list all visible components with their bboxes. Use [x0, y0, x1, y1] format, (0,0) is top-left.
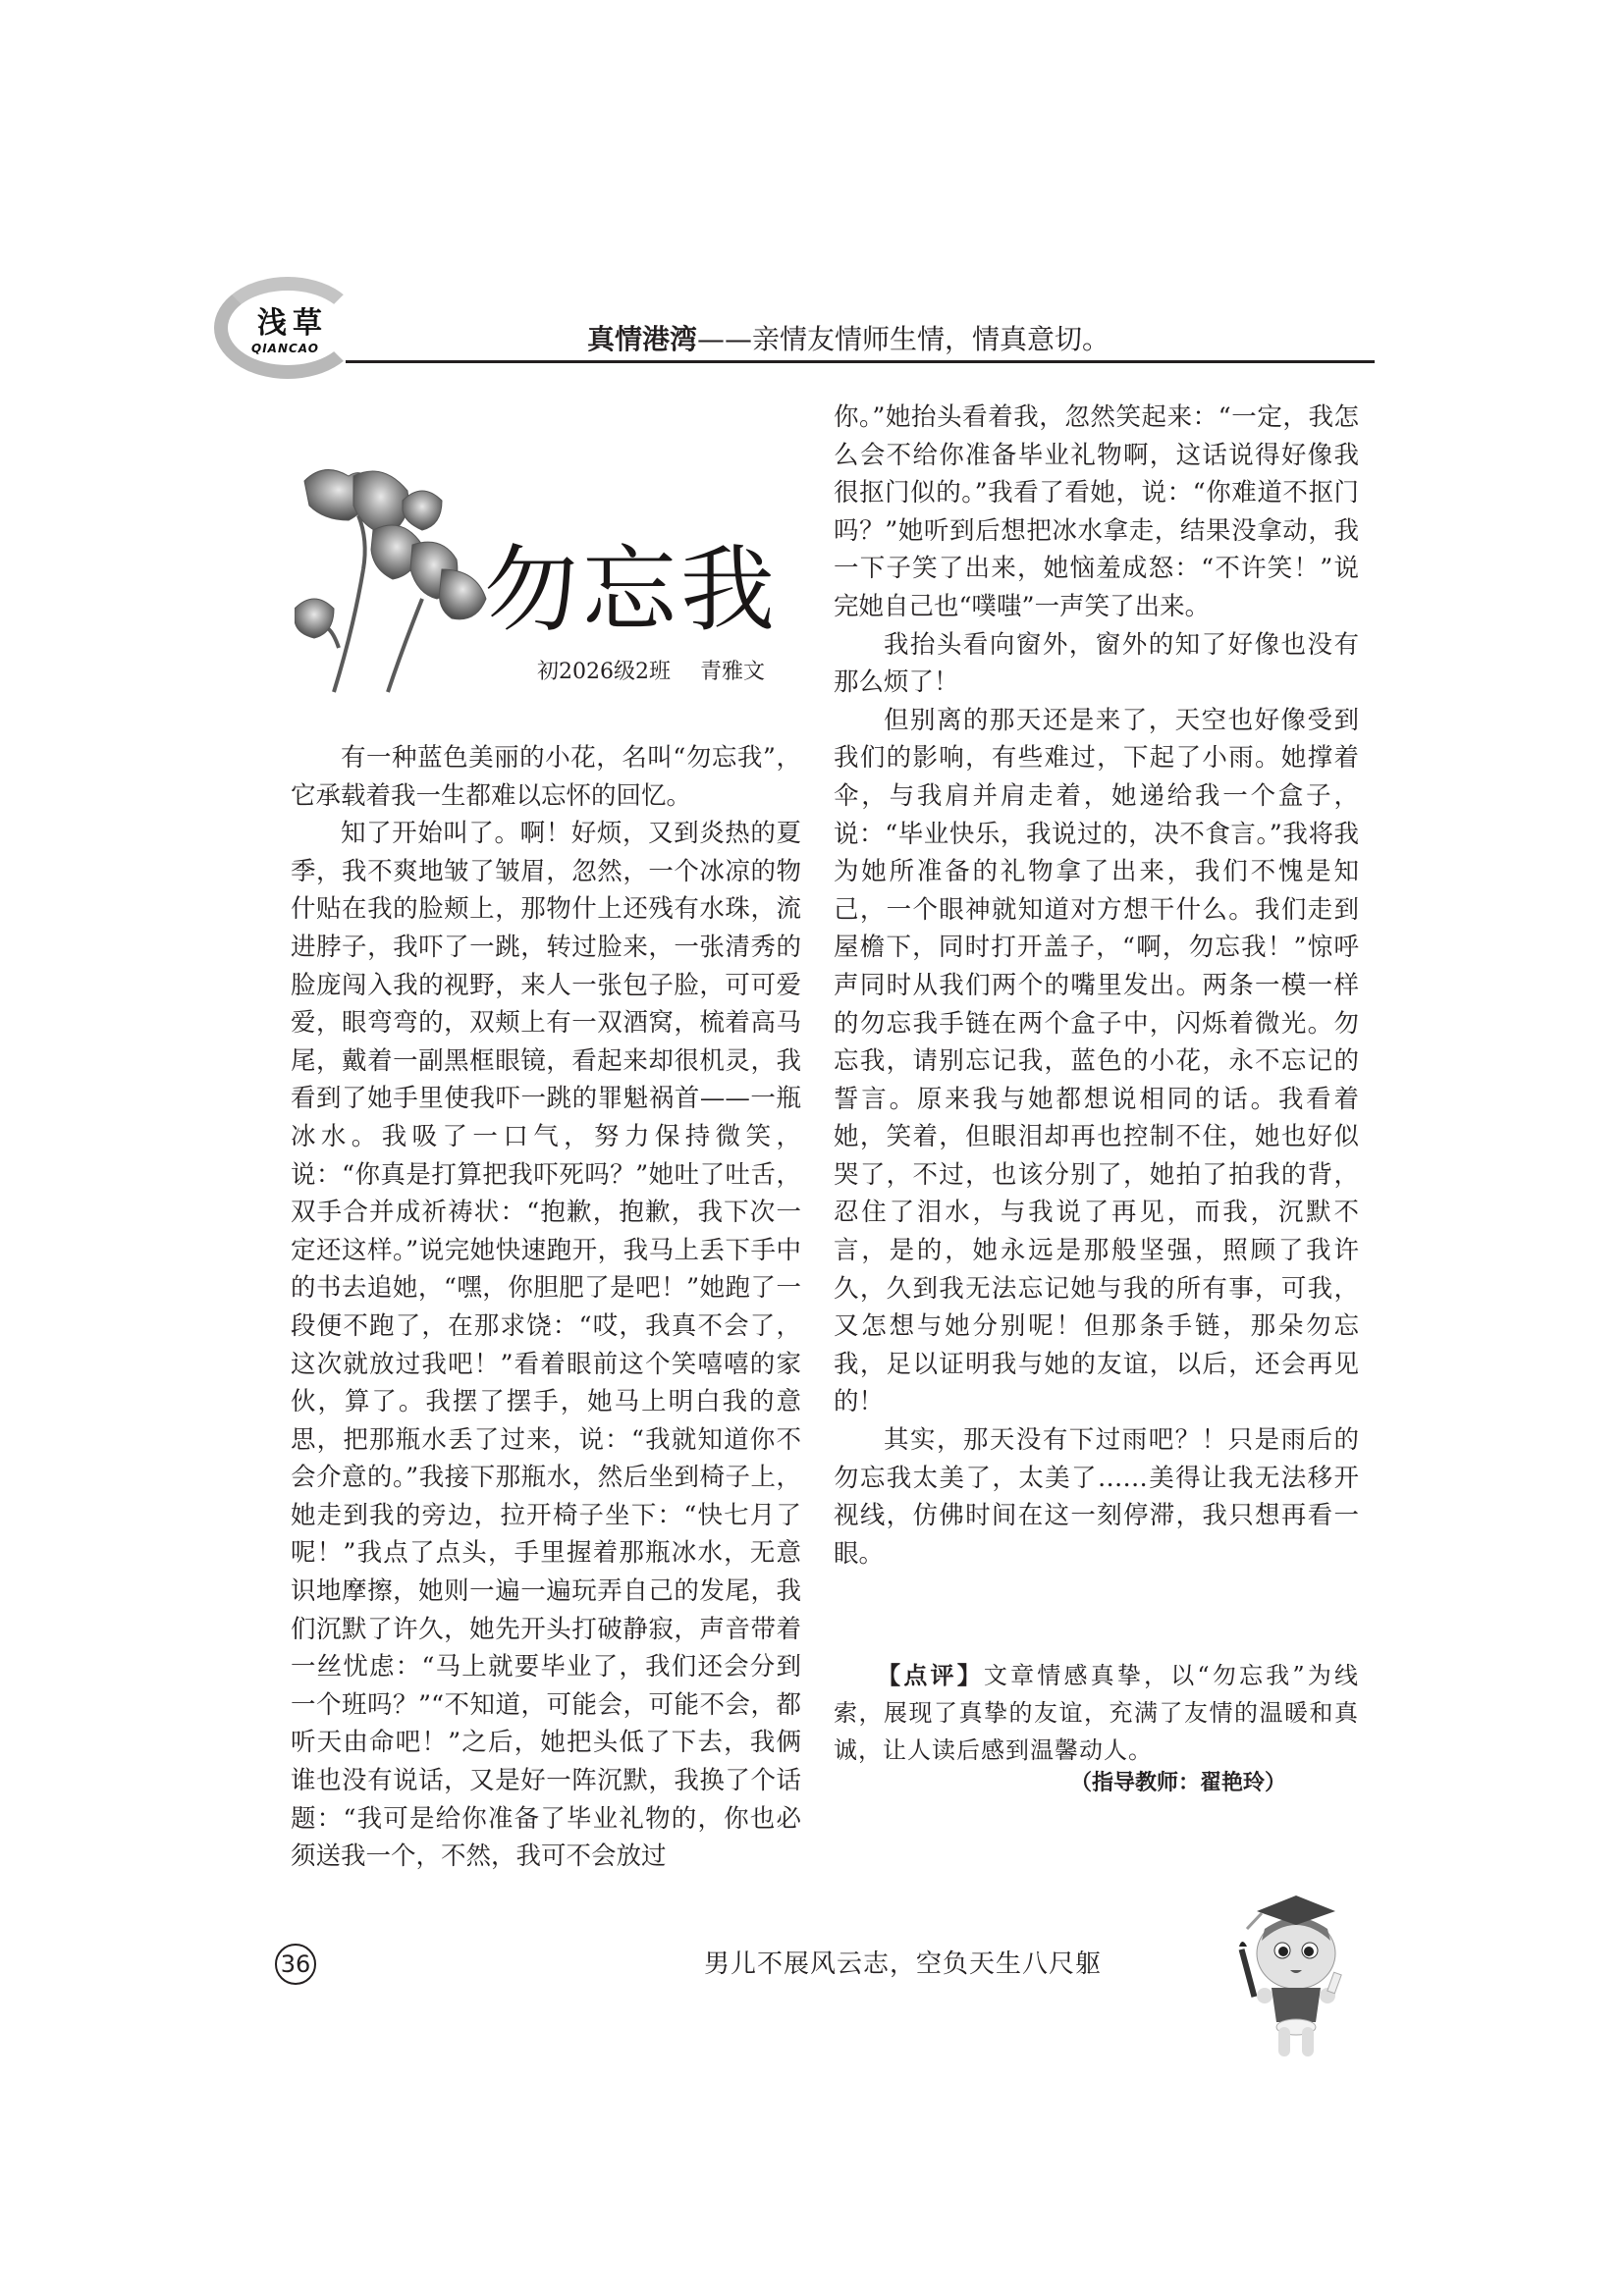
article-title: 勿忘我 [484, 535, 779, 645]
section-header [587, 318, 1110, 357]
graduate-mascot-illustration [1218, 1890, 1375, 2066]
byline [537, 655, 765, 685]
comment-text: 文章情感真挚，以“勿忘我”为线索，展现了真挚的友谊，充满了友情的温暖和真诚，让人读后感到温馨动人。 [834, 1662, 1360, 1764]
paragraph: 但别离的那天还是来了，天空也好像受到我们的影响，有些难过，下起了小雨。她撑着伞，与我肩并肩走着，她递给我一个盒子，说：“毕业快乐，我说过的，决不食言。”我将我为她所准备的礼物拿了出来，我们不愧是知己，一个眼神就知道对方想干什么。我们走到屋檐下，同时打开盖子，“啊，勿忘我！”惊呼声同时从我们两个的嘴里发出。两条一模一样的勿忘我手链在两个盒子中，闪烁着微光。勿忘我，请别忘记我，蓝色的小花，永不忘记的誓言。原来我与她都想说相同的话。我看着她，笑着，但眼泪却再也控制不住，她也好似哭了，不过，也该分别了，她拍了拍我的背，忍住了泪水，与我说了再见，而我，沉默不言，是的，她永远是那般坚强，照顾了我许久，久到我无法忘记她与我的所有事，可我，又怎想与她分别呢！但那条手链，那朵勿忘我，足以证明我与她的友谊，以后，还会再见的！ [834, 705, 1359, 1417]
author-name: 青雅文 [700, 660, 766, 684]
logo-english-text: QIANCAO [251, 342, 319, 355]
forget-me-not-flower-illustration [295, 461, 491, 697]
paragraph: 你。”她抬头看着我，忽然笑起来：“一定，我怎么会不给你准备毕业礼物啊，这话说得好像我很抠门似的。”我看了看她，说：“你难道不抠门吗？”她听到后想把冰水拿走，结果没拿动，我一下子笑了出来，她恼羞成怒：“不许笑！”说完她自己也“噗嗤”一声笑了出来。 [834, 402, 1359, 621]
instructor-credit: （指导教师：翟艳玲） [1070, 1771, 1287, 1795]
paragraph: 知了开始叫了。啊！好烦，又到炎热的夏季，我不爽地皱了皱眉，忽然，一个冰凉的物什贴在我的脸颊上，那物什上还残有水珠，流进脖子，我吓了一跳，转过脸来，一张清秀的脸庞闯入我的视野，来人一张包子脸，可可爱爱，眼弯弯的，双颊上有一双酒窝，梳着高马尾，戴着一副黑框眼镜，看起来却很机灵，我看到了她手里使我吓一跳的罪魁祸首——一瓶冰水。我吸了一口气，努力保持微笑，说：“你真是打算把我吓死吗？”她吐了吐舌，双手合并成祈祷状：“抱歉，抱歉，我下次一定还这样。”说完她快速跑开，我马上丢下手中的书去追她，“嘿，你胆肥了是吧！”她跑了一段便不跑了，在那求饶：“哎，我真不会了，这次就放过我吧！”看着眼前这个笑嘻嘻的家伙，算了。我摆了摆手，她马上明白我的意思，把那瓶水丢了过来，说：“我就知道你不会介意的。”我接下那瓶水，然后坐到椅子上，她走到我的旁边，拉开椅子坐下：“快七月了呢！”我点了点头，手里握着那瓶冰水，无意识地摩擦，她则一遍一遍玩弄自己的发尾，我们沉默了许久，她先开头打破静寂，声音带着一丝忧虑：“马上就要毕业了，我们还会分到一个班吗？”“不知道，可能会，可能不会，都听天由命吧！”之后，她把头低了下去，我俩谁也没有说话，又是好一阵沉默，我换了个话题：“我可是给你准备了毕业礼物的，你也必须送我一个，不然，我可不会放过 [291, 819, 801, 1872]
author-class: 初2026级2班 [537, 660, 671, 684]
editor-comment [834, 1657, 1359, 1769]
paragraph: 其实，那天没有下过雨吧？！只是雨后的勿忘我太美了，太美了……美得让我无法移开视线，仿佛时间在这一刻停滞，我只想再看一眼。 [834, 1425, 1359, 1569]
logo-chinese-text: 浅草 [257, 306, 328, 341]
paragraph: 我抬头看向窗外，窗外的知了好像也没有那么烦了！ [834, 629, 1359, 698]
section-tagline: ——亲情友情师生情，情真意切。 [697, 323, 1110, 355]
section-name: 真情港湾 [587, 323, 698, 355]
footer-quote: 男儿不展风云志，空负天生八尺躯 [704, 1949, 1103, 1979]
comment-label: 【点评】 [875, 1662, 984, 1689]
article-body-right-column [834, 399, 1359, 1573]
magazine-logo [214, 277, 371, 387]
header-divider [346, 360, 1375, 363]
paragraph: 有一种蓝色美丽的小花，名叫“勿忘我”，它承载着我一生都难以忘怀的回忆。 [291, 743, 801, 811]
page-number: 36 [275, 1944, 316, 1985]
article-body-left-column [291, 739, 801, 1876]
